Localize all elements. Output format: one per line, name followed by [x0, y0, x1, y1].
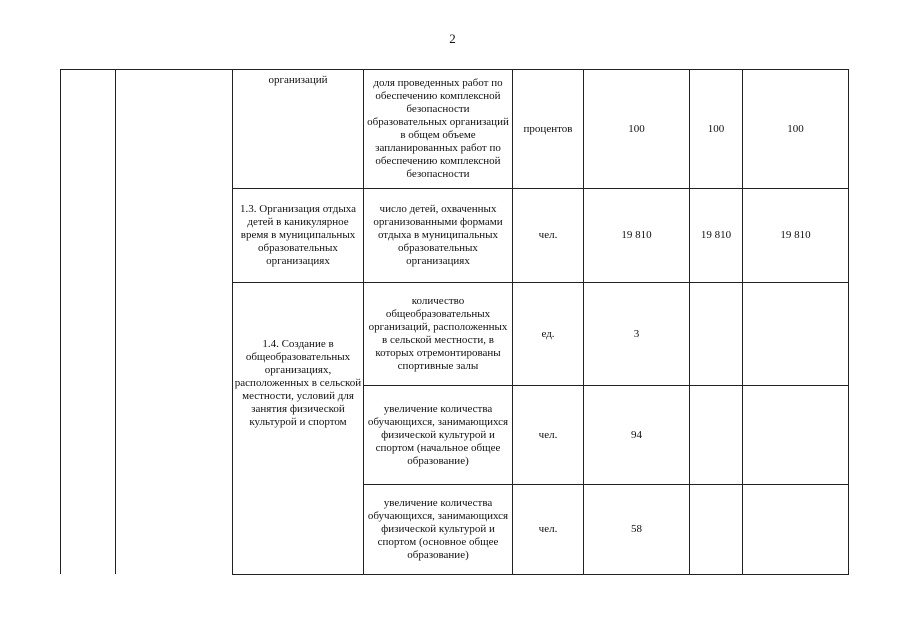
measure-cell	[233, 74, 363, 184]
value-cell	[584, 189, 689, 282]
value-cell	[690, 189, 742, 282]
measure-text: 1.3. Организация отдыха детей в каникулярное время в муниципальных образовательных организациях	[240, 203, 356, 267]
table-border-right	[848, 69, 849, 574]
indicator-text: увеличение количества обучающихся, занимающихся физической культурой и спортом (начальное общее образование)	[367, 402, 509, 467]
indicator-cell	[366, 70, 510, 188]
value-cell	[690, 70, 742, 188]
value-text: 19 810	[700, 229, 732, 241]
indicator-text: количество общеобразовательных организаций, расположенных в сельской местности, в которых отремонтированы спортивные залы	[368, 295, 508, 372]
value-cell	[584, 70, 689, 188]
value-text: 100	[707, 122, 725, 135]
indicator-cell	[366, 189, 510, 282]
value-text: 100	[787, 122, 804, 135]
value-cell	[584, 485, 689, 574]
unit-cell	[513, 189, 583, 282]
measure-cell	[236, 189, 360, 282]
page-number: 2	[449, 31, 456, 46]
value-cell	[743, 189, 848, 282]
measure-text: организаций	[268, 74, 328, 86]
table-divider	[115, 69, 116, 574]
indicator-text: увеличение количества обучающихся, занимающихся физической культурой и спортом (основное общее образование)	[367, 497, 509, 561]
table-border-bottom	[232, 574, 849, 575]
unit-text: ед.	[541, 327, 555, 340]
unit-text: чел.	[538, 428, 558, 441]
table-border-left	[60, 69, 61, 574]
value-text: 19 810	[621, 229, 652, 241]
value-cell	[584, 283, 689, 385]
unit-cell	[513, 386, 583, 484]
unit-cell	[513, 485, 583, 574]
value-cell	[743, 70, 848, 188]
value-text: 100	[628, 122, 645, 135]
indicator-cell	[366, 485, 510, 574]
unit-cell	[513, 283, 583, 385]
indicator-cell	[366, 283, 510, 385]
indicator-text: число детей, охваченных организованными формами отдыха в муниципальных образовательных организациях	[373, 203, 503, 267]
value-text: 94	[631, 428, 642, 441]
unit-text: чел.	[538, 523, 558, 535]
value-cell	[584, 386, 689, 484]
unit-text: процентов	[523, 122, 573, 135]
measure-cell	[234, 283, 362, 483]
value-text: 3	[633, 327, 640, 340]
unit-text: чел.	[538, 229, 558, 241]
value-text: 19 810	[780, 229, 811, 241]
indicator-cell	[366, 386, 510, 484]
unit-cell	[513, 70, 583, 188]
value-text: 58	[631, 523, 642, 535]
measure-text: 1.4. Создание в общеобразовательных организациях, расположенных в сельской местности, условий для занятия физической культурой и спортом	[234, 337, 362, 428]
indicator-text: доля проведенных работ по обеспечению комплексной безопасности образовательных организаций в общем объеме запланированных работ по обеспечению комплексной безопасности	[367, 77, 509, 180]
table-divider	[363, 69, 364, 574]
